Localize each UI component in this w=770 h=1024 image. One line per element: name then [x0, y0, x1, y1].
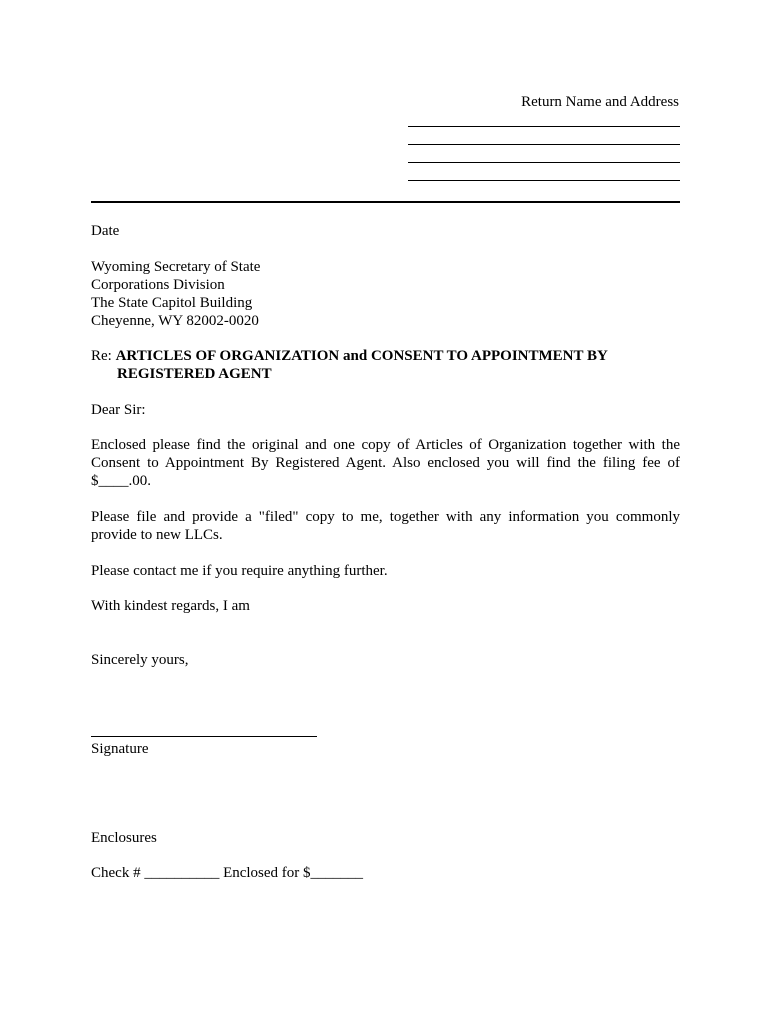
signature-label: Signature — [91, 741, 149, 757]
return-address-line[interactable] — [408, 144, 680, 145]
salutation: Dear Sir: — [91, 402, 146, 418]
header-divider — [91, 201, 680, 203]
paragraph-line: Please file and provide a "filed" copy to me, together with any information you commonly — [91, 509, 680, 525]
return-address-line[interactable] — [408, 180, 680, 181]
regards-text: With kindest regards, I am — [91, 598, 250, 614]
contact-text: Please contact me if you require anything further. — [91, 563, 388, 579]
body-paragraph — [91, 508, 680, 544]
subject-line: ARTICLES OF ORGANIZATION and CONSENT TO APPOINTMENT BY — [115, 348, 608, 364]
subject-line: REGISTERED AGENT — [117, 366, 272, 382]
recipient-line: Corporations Division — [91, 277, 225, 293]
date-label: Date — [91, 223, 120, 239]
body-paragraph — [91, 436, 680, 490]
subject-prefix: Re: — [91, 348, 116, 364]
enclosures-label: Enclosures — [91, 830, 157, 846]
signature-line[interactable] — [91, 736, 317, 737]
return-address-title: Return Name and Address — [521, 94, 679, 110]
paragraph-line: Consent to Appointment By Registered Agent. Also enclosed you will find the filing fee of — [91, 455, 680, 471]
recipient-line: Cheyenne, WY 82002-0020 — [91, 313, 259, 329]
paragraph-line: provide to new LLCs. — [91, 527, 223, 543]
paragraph-line: $____.00. — [91, 473, 151, 489]
check-line: Check # __________ Enclosed for $_______ — [91, 865, 364, 881]
return-address-line[interactable] — [408, 162, 680, 163]
return-address-line[interactable] — [408, 126, 680, 127]
recipient-line: The State Capitol Building — [91, 295, 253, 311]
recipient-address — [91, 258, 491, 330]
subject-block — [91, 347, 680, 383]
recipient-line: Wyoming Secretary of State — [91, 259, 261, 275]
paragraph-line: Enclosed please find the original and one copy of Articles of Organization together with the — [91, 437, 680, 453]
closing: Sincerely yours, — [91, 652, 189, 668]
